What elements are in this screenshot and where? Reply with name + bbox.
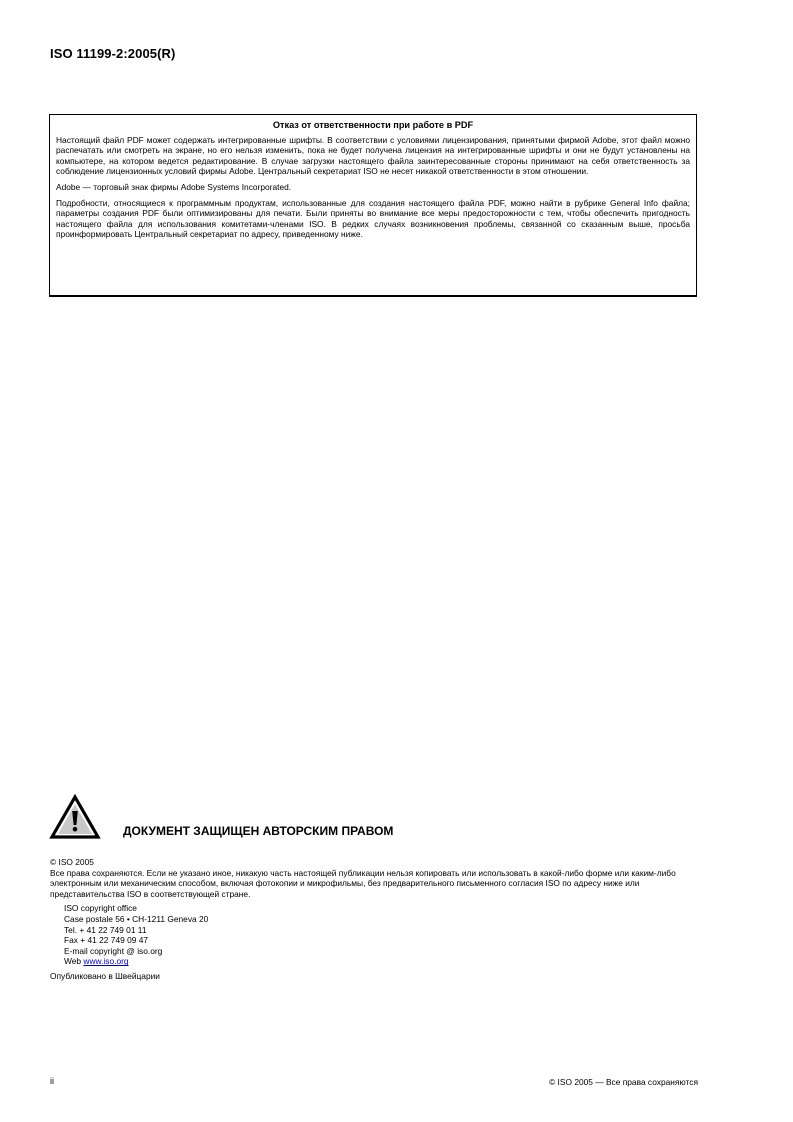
address-tel: Tel. + 41 22 749 01 11 — [64, 924, 147, 935]
pdf-disclaimer-box — [49, 114, 697, 297]
disclaimer-title: Отказ от ответственности при работе в PDF — [272, 120, 474, 130]
rights-text: Все права сохраняются. Если не указано иное, никакую часть настоящей публикации нельзя копировать или использовать в какой-либо форме или каким-либо электронным или механическим способом, включая фотокопии и микрофильмы, без предварительного письменного согласия ISO по адресу ниже или представительства ISO в соответствующей стране. — [50, 867, 676, 899]
address-web — [64, 956, 710, 967]
disclaimer-paragraph-details: Подробности, относящиеся к программным продуктам, использованные для создания настоящего файла PDF, можно найти в рубрике General Info файла; параметры создания PDF были оптимизированы для печати. Были приняты во внимание все меры предосторожности с тем, чтобы обеспечить пригодность настоящего файла для использования комитетами-членами ISO. В редких случаях возникновения проблемы, связанной со сказанным выше, просьба проинформировать Центральный секретариат по адресу, приведенному ниже. — [56, 198, 690, 239]
disclaimer-paragraph-fonts: Настоящий файл PDF может содержать интегрированные шрифты. В соответствии с условиями лицензирования, принятыми фирмой Adobe, этот файл можно распечатать или смотреть на экране, но его нельзя изменить, пока не будет получена лицензия на интегрированные шрифты и они не будут установлены на компьютере, на котором ведется редактирование. В случае загрузки настоящего файла заинтересованные стороны принимают на себя ответственность за соблюдение лицензионных условий фирмы Adobe. Центральный секретариат ISO не несет никакой ответственности в этом отношении. — [56, 135, 690, 176]
address-postal: Case postale 56 • CH-1211 Geneva 20 — [64, 913, 209, 924]
copyright-notice: © ISO 2005 — [50, 857, 94, 867]
iso-address — [64, 903, 710, 967]
footer-copyright: © ISO 2005 — Все права сохраняются — [549, 1077, 698, 1087]
web-label: Web — [64, 956, 82, 967]
address-fax: Fax + 41 22 749 09 47 — [64, 935, 149, 946]
disclaimer-paragraph-trademark: Adobe — торговый знак фирмы Adobe Systems Incorporated. — [56, 182, 292, 193]
address-email: E-mail copyright @ iso.org — [64, 945, 163, 956]
copyright-heading: ДОКУМЕНТ ЗАЩИЩЕН АВТОРСКИМ ПРАВОМ — [123, 824, 394, 838]
warning-triangle-icon — [49, 794, 101, 840]
iso-website-link[interactable]: www.iso.org — [83, 956, 129, 967]
copyright-section — [50, 857, 710, 982]
document-id: ISO 11199-2:2005(R) — [50, 46, 176, 61]
page-number: ii — [50, 1076, 54, 1086]
address-office: ISO copyright office — [64, 903, 137, 914]
published-in: Опубликовано в Швейцарии — [50, 970, 160, 981]
